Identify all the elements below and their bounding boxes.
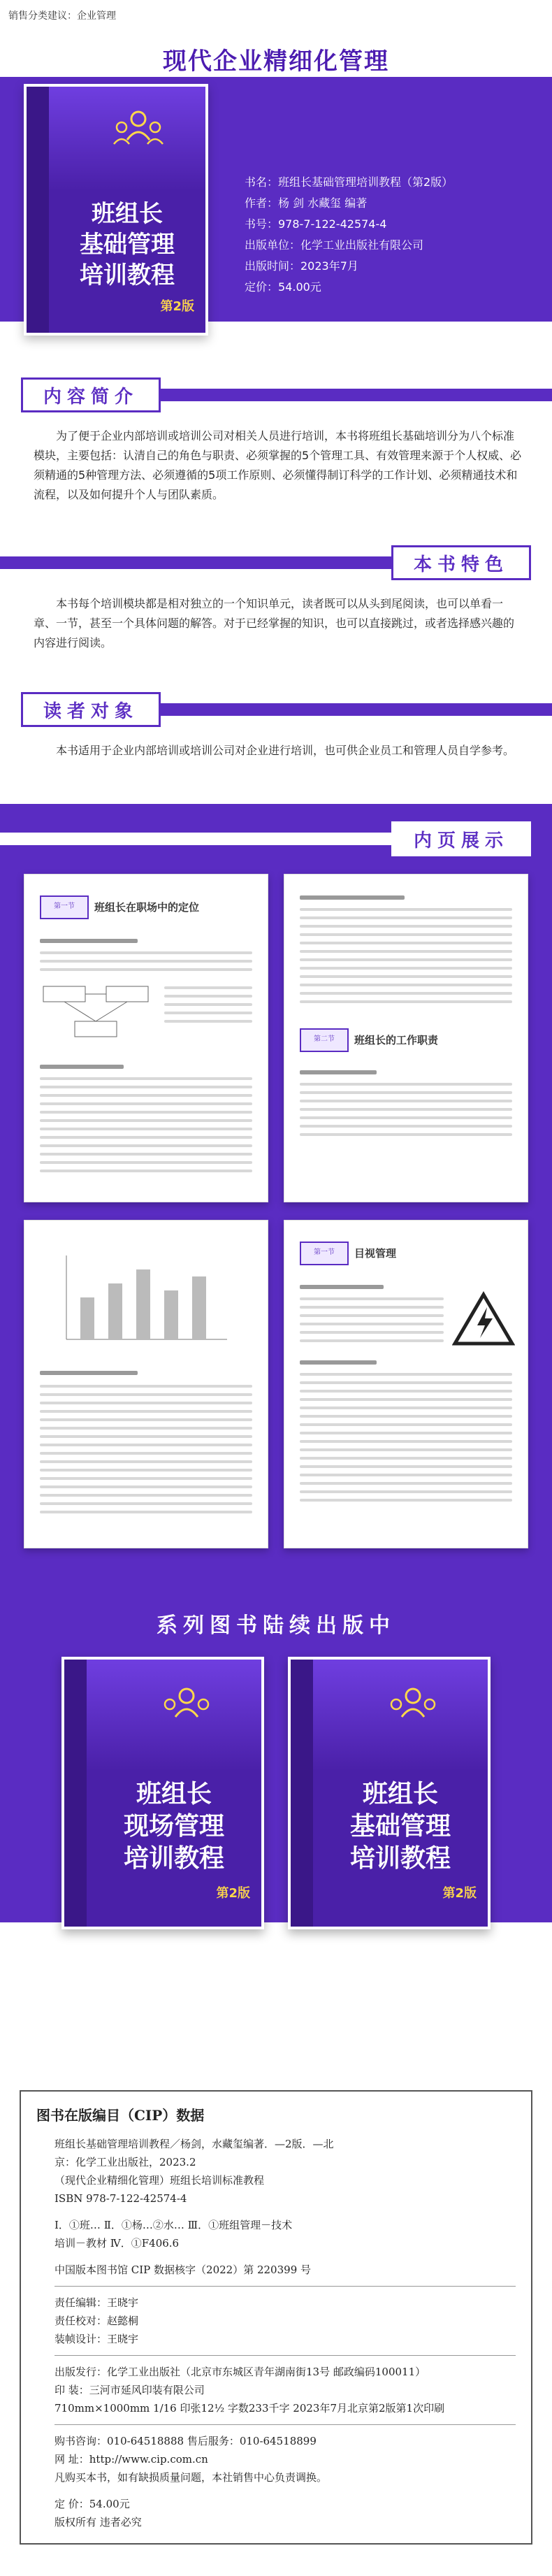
- cip-line: 印 装：三河市延风印装有限公司: [55, 2384, 205, 2396]
- cip-divider: [55, 2355, 516, 2356]
- page1-line: [40, 1111, 252, 1114]
- series-book-2: [288, 1657, 491, 1929]
- page2-line: [300, 1100, 512, 1102]
- cip-line: Ⅰ．①班… Ⅱ．①杨…②水… Ⅲ．①班组管理－技术: [55, 2219, 293, 2231]
- series-title: 系列图书陆续出版中: [157, 1613, 395, 1638]
- intro-header: [0, 377, 552, 412]
- cip-line: 定 价：54.00元: [55, 2498, 130, 2510]
- page2-title: 班组长的工作职责: [354, 1034, 439, 1046]
- page3-line: [40, 1393, 252, 1396]
- page1-diagram: [40, 979, 152, 1049]
- page4-line: [300, 1415, 512, 1418]
- page2-line: [300, 1083, 512, 1086]
- page2-line: [300, 984, 512, 986]
- team-icon: [385, 1681, 441, 1736]
- page4-line: [300, 1306, 444, 1309]
- page4-line: [300, 1432, 512, 1434]
- cover-title: [49, 199, 205, 291]
- page4-title: 目视管理: [354, 1247, 397, 1260]
- hero-band: [0, 77, 552, 322]
- series-book-2-line1: 班组长: [362, 1780, 438, 1808]
- page2-chapter-tag: 第二节: [300, 1028, 349, 1052]
- page4-line: [300, 1323, 444, 1325]
- cip-line: 710mm×1000mm 1/16 印张12½ 字数233千字 2023年7月北京第2版第1次印刷: [55, 2402, 445, 2415]
- page1-heading-bar: [40, 1065, 124, 1069]
- page3-line: [40, 1435, 252, 1438]
- page1-line: [164, 1020, 252, 1023]
- cip-line: 装帧设计：王晓宇: [55, 2333, 139, 2345]
- info-date: 出版时间：2023年7月: [245, 259, 358, 273]
- cip-line: 网 址：http://www.cip.com.cn: [55, 2453, 208, 2466]
- page2-line: [300, 1000, 512, 1003]
- book-cover: [24, 84, 208, 336]
- pages-header: [0, 821, 552, 856]
- page1-line: [40, 1153, 252, 1156]
- page3-chart: [52, 1249, 241, 1353]
- features-header: [0, 545, 552, 580]
- page4-line: [300, 1406, 512, 1409]
- page2-line: [300, 950, 512, 953]
- series-book-1: [61, 1657, 264, 1929]
- series-book-1-line3: 培训教程: [123, 1844, 224, 1873]
- page4-chapter-tag: 第一节: [300, 1242, 349, 1265]
- cover-spine: [291, 1660, 313, 1927]
- page3-line: [40, 1494, 252, 1497]
- page1-line: [40, 1136, 252, 1139]
- category-note: 销售分类建议：企业管理: [8, 10, 116, 22]
- series-book-1-edition: 第2版: [216, 1886, 250, 1901]
- inner-page-1: [24, 874, 268, 1202]
- page2-line: [300, 908, 512, 911]
- cip-line: 版权所有 违者必究: [55, 2516, 142, 2528]
- page4-line: [300, 1490, 512, 1493]
- info-publisher: 出版单位：化学工业出版社有限公司: [245, 238, 424, 252]
- cip-line: 班组长基础管理培训教程／杨剑，水藏玺编著．—2版．—北: [55, 2138, 334, 2150]
- page2-heading-bar: [300, 1070, 377, 1074]
- cip-line: 出版发行：化学工业出版社（北京市东城区青年湖南街13号 邮政编码100011）: [55, 2366, 426, 2378]
- cip-line: ISBN 978-7-122-42574-4: [55, 2192, 187, 2205]
- cip-line: 中国版本图书馆 CIP 数据核字（2022）第 220399 号: [55, 2264, 312, 2276]
- page1-line: [40, 1119, 252, 1122]
- intro-text: 为了便于企业内部培训或培训公司对相关人员进行培训，本书将班组长基础培训分为八个标准模块，主要包括：认清自己的角色与职责、必须掌握的5个管理工具、有效管理来源于个人权威、必须精通的5种管理方法、必须遵循的5项工作原则、必须懂得制订科学的工作计划、必须精通技术和流程，以及如何提升个人与团队素质。: [34, 429, 522, 501]
- page4-line: [300, 1390, 512, 1393]
- series-book-2-line2: 基础管理: [349, 1812, 451, 1841]
- page2-line: [300, 1108, 512, 1111]
- info-title: 书名：班组长基础管理培训教程（第2版）: [245, 175, 453, 189]
- cover-title-line3: 培训教程: [80, 261, 175, 289]
- info-isbn: 书号：978-7-122-42574-4: [245, 217, 387, 231]
- readers-label: 读者对象: [21, 692, 161, 727]
- series-book-1-line1: 班组长: [136, 1780, 212, 1808]
- page4-line: [300, 1448, 512, 1451]
- team-icon: [159, 1681, 215, 1736]
- page2-line: [300, 916, 512, 919]
- page4-line: [300, 1465, 512, 1468]
- page3-line: [40, 1444, 252, 1446]
- cip-body: [55, 2135, 516, 2531]
- page3-line: [40, 1485, 252, 1488]
- cip-line: 责任校对：赵懿桐: [55, 2315, 139, 2327]
- page2-line: [300, 1125, 512, 1128]
- page4-line: [300, 1457, 512, 1460]
- page4-line: [300, 1297, 444, 1300]
- page2-line: [300, 925, 512, 928]
- series-book-1-line2: 现场管理: [123, 1812, 224, 1841]
- page3-heading-bar: [40, 1371, 138, 1375]
- page4-line: [300, 1339, 444, 1342]
- series-book-2-edition: 第2版: [442, 1886, 477, 1901]
- page3-line: [40, 1469, 252, 1472]
- readers-text: 本书适用于企业内部培训或培训公司对企业进行培训，也可供企业员工和管理人员自学参考。: [56, 744, 515, 757]
- page3-line: [40, 1385, 252, 1388]
- intro-label: 内容简介: [21, 377, 161, 412]
- page4-line: [300, 1373, 512, 1376]
- page2-line: [300, 958, 512, 961]
- inner-page-2: [284, 874, 528, 1202]
- intro-bar: [161, 389, 552, 401]
- page3-line: [40, 1511, 252, 1513]
- info-author: 作者：杨 剑 水藏玺 编著: [245, 196, 368, 210]
- page4-heading-bar: [300, 1285, 384, 1289]
- cover-edition: 第2版: [160, 299, 194, 314]
- series-banner-title: 现代企业精细化管理: [163, 48, 389, 75]
- cip-line: 培训－教材 Ⅳ．①F406.6: [55, 2237, 180, 2250]
- warning-sign-icon: [452, 1290, 515, 1346]
- series-book-1-title: [87, 1778, 261, 1875]
- page1-line: [40, 1094, 252, 1097]
- page1-line: [40, 960, 252, 963]
- features-text: 本书每个培训模块都是相对独立的一个知识单元，读者既可以从头到尾阅读，也可以单看一章、一节，甚至一个具体问题的解答。对于已经掌握的知识，也可以直接跳过，或者选择感兴趣的内容进行阅读。: [34, 597, 515, 649]
- page1-line: [40, 1128, 252, 1130]
- book-info: [245, 172, 538, 298]
- page3-line: [40, 1410, 252, 1413]
- page1-line: [40, 951, 252, 954]
- features-label: 本书特色: [391, 545, 531, 580]
- page1-line: [40, 1086, 252, 1088]
- page2-line: [300, 975, 512, 978]
- page2-heading-bar: [300, 895, 405, 900]
- page2-line: [300, 967, 512, 970]
- page4-line: [300, 1331, 444, 1334]
- page3-line: [40, 1402, 252, 1404]
- page3-line: [40, 1452, 252, 1455]
- page1-line: [164, 995, 252, 998]
- cip-line: 购书咨询：010-64518888 售后服务：010-64518899: [55, 2435, 317, 2447]
- page1-line: [40, 1144, 252, 1147]
- cip-divider: [55, 2286, 516, 2287]
- cip-line: 凡购买本书，如有缺损质量问题，本社销售中心负责调换。: [55, 2471, 328, 2484]
- cover-spine: [64, 1660, 87, 1927]
- page4-line: [300, 1398, 512, 1401]
- cip-line: 京：化学工业出版社，2023.2: [55, 2156, 196, 2168]
- page1-line: [40, 1102, 252, 1105]
- cip-line: （现代企业精细化管理）班组长培训标准教程: [55, 2174, 265, 2187]
- page3-line: [40, 1427, 252, 1430]
- readers-bar: [161, 703, 552, 716]
- cip-divider: [55, 2424, 516, 2425]
- page1-line: [40, 1170, 252, 1172]
- page1-heading-bar: [40, 939, 138, 943]
- page4-line: [300, 1499, 512, 1502]
- page3-line: [40, 1477, 252, 1480]
- page3-line: [40, 1460, 252, 1463]
- series-book-2-title: [313, 1778, 488, 1875]
- page2-line: [300, 992, 512, 995]
- page2-line: [300, 1116, 512, 1119]
- page4-line: [300, 1423, 512, 1426]
- page2-line: [300, 942, 512, 944]
- page3-line: [40, 1502, 252, 1505]
- info-price: 定价：54.00元: [245, 280, 321, 294]
- cip-block: [20, 2090, 532, 2545]
- page1-line: [40, 968, 252, 971]
- cover-title-line2: 基础管理: [80, 231, 175, 259]
- page1-chapter-tag: 第一节: [40, 895, 89, 919]
- page4-line: [300, 1482, 512, 1485]
- page4-line: [300, 1474, 512, 1476]
- page4-line: [300, 1314, 444, 1317]
- cip-title: 图书在版编目（CIP）数据: [36, 2107, 205, 2124]
- page2-line: [300, 1133, 512, 1136]
- page1-line: [40, 1077, 252, 1080]
- page2-line: [300, 1091, 512, 1094]
- page1-title: 班组长在职场中的定位: [94, 901, 200, 914]
- series-book-2-line3: 培训教程: [349, 1844, 451, 1873]
- page3-line: [40, 1418, 252, 1421]
- page1-line: [164, 1012, 252, 1014]
- pages-label: 内页展示: [391, 821, 531, 856]
- readers-header: [0, 692, 552, 727]
- page1-line: [164, 986, 252, 989]
- inner-page-4: [284, 1220, 528, 1548]
- inner-page-3: [24, 1220, 268, 1548]
- page2-line: [300, 933, 512, 936]
- team-icon: [110, 103, 166, 159]
- pages-bar: [0, 833, 391, 845]
- cip-line: 责任编辑：王晓宇: [55, 2296, 139, 2309]
- cover-title-line1: 班组长: [92, 200, 163, 228]
- page1-line: [40, 1161, 252, 1164]
- page4-line: [300, 1440, 512, 1443]
- page4-line: [300, 1381, 512, 1384]
- page1-line: [164, 1003, 252, 1006]
- features-bar: [0, 556, 391, 569]
- page4-heading-bar: [300, 1360, 377, 1365]
- cover-spine: [27, 87, 49, 333]
